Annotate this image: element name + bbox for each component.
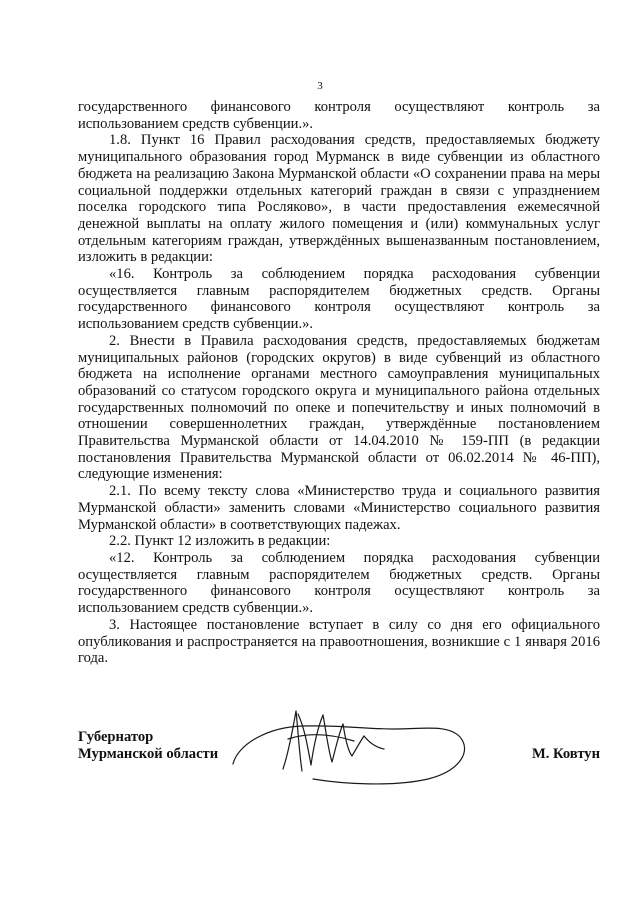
signatory-name: М. Ковтун [531, 746, 600, 762]
handwritten-signature [228, 699, 478, 799]
paragraph-quote-16: «16. Контроль за соблюдением порядка расходования субвенции осуществляется главным распорядителем бюджетных средств. Органы государственного финансового контроля осуществляют контроль за использованием средств субвенции.». [78, 266, 600, 333]
paragraph-1-8: 1.8. Пункт 16 Правил расходования средств, предоставляемых бюджету муниципального образования город Мурманск в виде субвенции из областного бюджета на реализацию Закона Мурманской области «О сохранении права на меры социальной поддержки отдельных категорий граждан в связи с упразднением поселка городского типа Росляково», в части предоставления ежемесячной денежной выплаты на оплату жилого помещения и (или) коммунальных услуг отдельным категориям граждан, утверждённых вышеназванным постановлением, изложить в редакции: [78, 132, 600, 266]
paragraph-2-2: 2.2. Пункт 12 изложить в редакции: [109, 533, 331, 550]
paragraph-2-1: 2.1. По всему тексту слова «Министерство труда и социального развития Мурманской области» заменить словами «Министерство социального развития Мурманской области» в соответствующих падежах. [78, 483, 600, 533]
paragraph-2: 2. Внести в Правила расходования средств, предоставляемых бюджетам муниципальных районов (городских округов) в виде субвенций из областного бюджета на исполнение органами местного самоуправления муниципальных образований со статусом городского округа и муниципального района отдельных государственных полномочий по опеке и попечительству и иных полномочий в отношении совершеннолетних граждан, утверждённые постановлением Правительства Мурманской области от 14.04.2010 № 159-ПП (в редакции постановления Правительства Мурманской области от 06.02.2014 № 46-ПП), следующие изменения: [78, 332, 600, 483]
signatory-title-line-2: Мурманской области [78, 746, 219, 762]
page-number: 3 [317, 80, 323, 92]
signatory-title [78, 729, 218, 763]
paragraph-3: 3. Настоящее постановление вступает в силу со дня его официального опубликования и распространяется на правоотношения, возникшие с 1 января 2016 года. [78, 616, 600, 667]
paragraph-continuation: государственного финансового контроля осуществляют контроль за использованием средств субвенции.». [78, 99, 600, 132]
paragraph-quote-12: «12. Контроль за соблюдением порядка расходования субвенции осуществляется главным распорядителем бюджетных средств. Органы государственного финансового контроля осуществляют контроль за использованием средств субвенции.». [78, 549, 600, 617]
signature-block [78, 729, 600, 789]
signatory-title-line-1: Губернатор [78, 729, 154, 745]
document-body [78, 99, 600, 667]
